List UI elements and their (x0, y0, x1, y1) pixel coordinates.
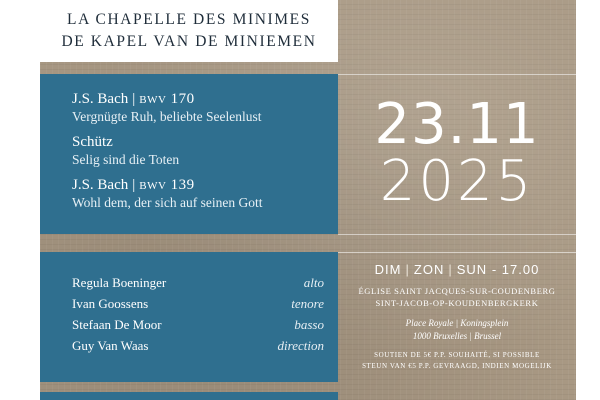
program-item (72, 90, 338, 126)
performer-name: Guy Van Waas (72, 337, 149, 353)
performer-row (72, 293, 324, 314)
divider-line (338, 252, 576, 253)
program-panel (40, 74, 338, 234)
poster-header (40, 0, 338, 62)
performer-role: tenore (291, 295, 324, 311)
performer-name: Regula Boeninger (72, 274, 167, 290)
performer-role: basso (294, 316, 324, 332)
donation-note (338, 350, 576, 372)
divider-line (338, 74, 576, 75)
composer: J.S. Bach | bwv 139 (72, 177, 195, 193)
program-item (72, 176, 338, 212)
bottom-panel-strip (40, 392, 338, 400)
performer-row (72, 314, 324, 335)
date-year: 2025 (379, 149, 535, 214)
performer-name: Ivan Goossens (72, 295, 149, 311)
performers-panel (40, 252, 338, 382)
work-title: Vergnügte Ruh, beliebte Seelenlust (72, 109, 262, 124)
donation-fr: SOUTIEN DE 5€ P.P. SOUHAITÉ, SI POSSIBLE (374, 351, 540, 359)
performer-role: direction (277, 337, 324, 353)
event-info (338, 262, 576, 372)
address-line: Place Royale | Koningsplein (405, 318, 509, 328)
composer: J.S. Bach | bwv 170 (72, 91, 195, 107)
program-item (72, 133, 338, 169)
performer-role: alto (303, 274, 324, 290)
concert-date (338, 92, 576, 214)
address (338, 317, 576, 343)
donation-nl: STEUN VAN €5 P.P. GEVRAAGD, INDIEN MOGELIJK (362, 362, 552, 370)
venue-name-fr: LA CHAPELLE DES MINIMES (67, 11, 311, 28)
venue-name-nl: DE KAPEL VAN DE MINIEMEN (61, 33, 317, 50)
church-name-fr: ÉGLISE SAINT JACQUES-SUR-COUDENBERG (358, 286, 556, 296)
work-title: Selig sind die Toten (72, 152, 180, 167)
performer-row (72, 272, 324, 293)
event-time: DIM | ZON | SUN - 17.00 (374, 262, 540, 277)
date-day-month: 23.11 (374, 92, 540, 157)
performer-row (72, 335, 324, 356)
composer: Schütz (72, 134, 113, 150)
work-title: Wohl dem, der sich auf seinen Gott (72, 195, 263, 210)
performer-name: Stefaan De Moor (72, 316, 162, 332)
address-line: 1000 Bruxelles | Brussel (412, 331, 502, 341)
concert-poster (40, 0, 576, 400)
church-name-nl: SINT-JACOB-OP-KOUDENBERGKERK (375, 298, 539, 308)
divider-line (338, 234, 576, 235)
